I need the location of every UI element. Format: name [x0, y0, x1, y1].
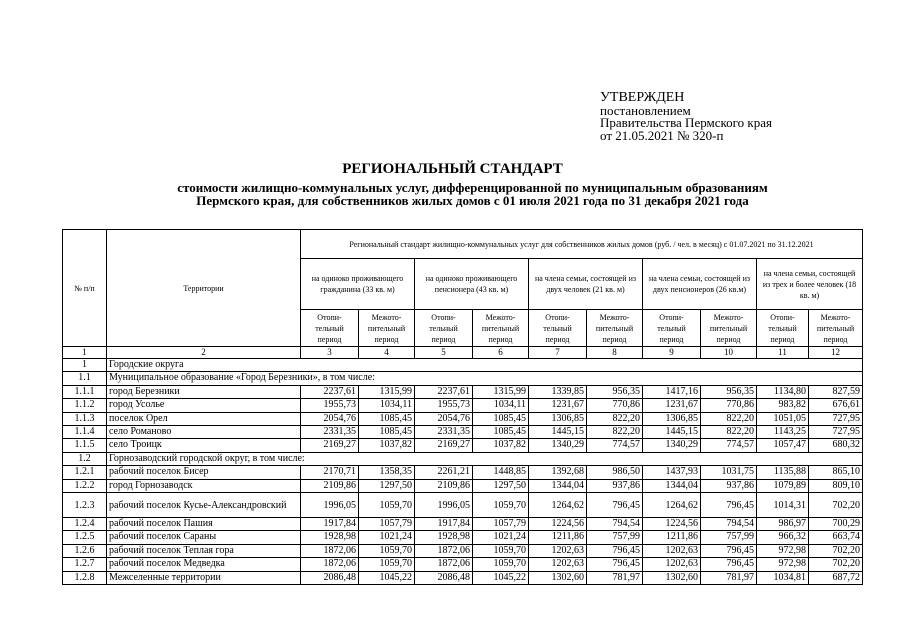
- column-index: 12: [809, 347, 863, 359]
- column-index: 2: [107, 347, 301, 359]
- value-cell: 1996,05: [301, 493, 359, 518]
- row-number: 1.2.7: [63, 558, 107, 571]
- value-cell: 794,54: [587, 518, 643, 531]
- value-cell: 827,59: [809, 385, 863, 398]
- value-cell: 2170,71: [301, 466, 359, 479]
- territory-name: село Троицк: [107, 439, 301, 452]
- value-cell: 1297,50: [473, 479, 529, 492]
- table-row: [63, 466, 863, 479]
- value-cell: 757,99: [587, 531, 643, 544]
- value-cell: 2086,48: [415, 571, 473, 584]
- value-cell: 702,20: [809, 558, 863, 571]
- territory-name: рабочий поселок Бисер: [107, 466, 301, 479]
- value-cell: 1037,82: [359, 439, 415, 452]
- column-index: 7: [529, 347, 587, 359]
- value-cell: 1231,67: [529, 399, 587, 412]
- table-row: [63, 439, 863, 452]
- value-cell: 1045,22: [473, 571, 529, 584]
- value-cell: 757,99: [701, 531, 757, 544]
- table-row: [63, 544, 863, 557]
- value-cell: 1306,85: [529, 412, 587, 425]
- value-cell: 796,45: [587, 493, 643, 518]
- table-row: [63, 385, 863, 398]
- header-nonheating-period: Межото-пительный период: [701, 310, 757, 347]
- row-number: 1.2.3: [63, 493, 107, 518]
- column-index: 8: [587, 347, 643, 359]
- territory-name: рабочий поселок Медведка: [107, 558, 301, 571]
- value-cell: 1051,05: [757, 412, 809, 425]
- value-cell: 822,20: [587, 426, 643, 439]
- value-cell: 1306,85: [643, 412, 701, 425]
- value-cell: 1034,11: [359, 399, 415, 412]
- header-nonheating-period: Межото-пительный период: [587, 310, 643, 347]
- value-cell: 676,61: [809, 399, 863, 412]
- value-cell: 702,20: [809, 493, 863, 518]
- table-header: [63, 230, 863, 359]
- header-nonheating-period: Межото-пительный период: [359, 310, 415, 347]
- value-cell: 1085,45: [359, 426, 415, 439]
- column-index: 5: [415, 347, 473, 359]
- row-number: 1.1.4: [63, 426, 107, 439]
- value-cell: 680,32: [809, 439, 863, 452]
- value-cell: 1339,85: [529, 385, 587, 398]
- value-cell: 822,20: [587, 412, 643, 425]
- header-category: на одиноко проживающего пенсионера (43 кв. м): [415, 259, 529, 310]
- value-cell: 1085,45: [473, 426, 529, 439]
- value-cell: 2054,76: [301, 412, 359, 425]
- value-cell: 2054,76: [415, 412, 473, 425]
- value-cell: 1392,68: [529, 466, 587, 479]
- table-row: [63, 571, 863, 584]
- territory-name: поселок Орел: [107, 412, 301, 425]
- value-cell: 1134,80: [757, 385, 809, 398]
- value-cell: 956,35: [587, 385, 643, 398]
- value-cell: 937,86: [701, 479, 757, 492]
- value-cell: 1417,16: [643, 385, 701, 398]
- value-cell: 1059,70: [359, 544, 415, 557]
- column-index: 4: [359, 347, 415, 359]
- value-cell: 2331,35: [415, 426, 473, 439]
- value-cell: 1917,84: [415, 518, 473, 531]
- table-row: [63, 412, 863, 425]
- territory-name: рабочий поселок Теплая гора: [107, 544, 301, 557]
- section-name: Городские округа: [107, 359, 863, 372]
- value-cell: 1996,05: [415, 493, 473, 518]
- value-cell: 1021,24: [473, 531, 529, 544]
- value-cell: 727,95: [809, 412, 863, 425]
- column-index: 3: [301, 347, 359, 359]
- value-cell: 1955,73: [415, 399, 473, 412]
- table-row: [63, 479, 863, 492]
- value-cell: 1057,79: [473, 518, 529, 531]
- value-cell: 1057,79: [359, 518, 415, 531]
- approval-stamp: [600, 92, 772, 142]
- value-cell: 1872,06: [301, 558, 359, 571]
- value-cell: 1955,73: [301, 399, 359, 412]
- approval-line-1: УТВЕРЖДЕН: [600, 90, 685, 105]
- value-cell: 865,10: [809, 466, 863, 479]
- value-cell: 1872,06: [415, 544, 473, 557]
- subtitle-line-2: Пермского края, для собственников жилых домов с 01 июля 2021 года по 31 декабря 2021 года: [196, 192, 749, 208]
- value-cell: 781,97: [701, 571, 757, 584]
- value-cell: 1340,29: [643, 439, 701, 452]
- value-cell: 1034,11: [473, 399, 529, 412]
- value-cell: 2331,35: [301, 426, 359, 439]
- section-row: [63, 359, 863, 372]
- territory-name: село Романово: [107, 426, 301, 439]
- header-heating-period: Отопи-тельный период: [415, 310, 473, 347]
- value-cell: 1344,04: [529, 479, 587, 492]
- value-cell: 1315,99: [359, 385, 415, 398]
- column-index: 9: [643, 347, 701, 359]
- value-cell: 1021,24: [359, 531, 415, 544]
- row-number: 1.1.2: [63, 399, 107, 412]
- territory-name: Межселенные территории: [107, 571, 301, 584]
- value-cell: 986,97: [757, 518, 809, 531]
- value-cell: 1059,70: [473, 544, 529, 557]
- section-number: 1.2: [63, 452, 107, 465]
- value-cell: 1059,70: [359, 558, 415, 571]
- row-number: 1.2.5: [63, 531, 107, 544]
- value-cell: 774,57: [701, 439, 757, 452]
- value-cell: 1211,86: [643, 531, 701, 544]
- value-cell: 1037,82: [473, 439, 529, 452]
- header-nonheating-period: Межото-пительный период: [809, 310, 863, 347]
- value-cell: 702,20: [809, 544, 863, 557]
- value-cell: 2109,86: [301, 479, 359, 492]
- value-cell: 983,82: [757, 399, 809, 412]
- row-number: 1.2.8: [63, 571, 107, 584]
- subtitle-line-1: стоимости жилищно-коммунальных услуг, дифференцированной по муниципальным образованиям: [177, 180, 768, 195]
- territory-name: рабочий поселок Кусье-Александровский: [107, 493, 301, 518]
- table-row: [63, 493, 863, 518]
- row-number: 1.1.5: [63, 439, 107, 452]
- value-cell: 1045,22: [359, 571, 415, 584]
- value-cell: 727,95: [809, 426, 863, 439]
- value-cell: 1445,15: [529, 426, 587, 439]
- value-cell: 1034,81: [757, 571, 809, 584]
- value-cell: 774,57: [587, 439, 643, 452]
- value-cell: 1224,56: [643, 518, 701, 531]
- value-cell: 1202,63: [529, 558, 587, 571]
- value-cell: 1917,84: [301, 518, 359, 531]
- value-cell: 986,50: [587, 466, 643, 479]
- approval-line-2: постановлением: [600, 102, 691, 118]
- document-title: РЕГИОНАЛЬНЫЙ СТАНДАРТ: [342, 161, 563, 177]
- value-cell: 1211,86: [529, 531, 587, 544]
- value-cell: 1872,06: [301, 544, 359, 557]
- value-cell: 1872,06: [415, 558, 473, 571]
- section-number: 1: [63, 359, 107, 372]
- value-cell: 1928,98: [301, 531, 359, 544]
- value-cell: 687,72: [809, 571, 863, 584]
- value-cell: 2086,48: [301, 571, 359, 584]
- table-row: [63, 518, 863, 531]
- value-cell: 972,98: [757, 558, 809, 571]
- value-cell: 1358,35: [359, 466, 415, 479]
- value-cell: 937,86: [587, 479, 643, 492]
- value-cell: 1085,45: [359, 412, 415, 425]
- value-cell: 796,45: [701, 544, 757, 557]
- value-cell: 1315,99: [473, 385, 529, 398]
- value-cell: 770,86: [587, 399, 643, 412]
- value-cell: 1085,45: [473, 412, 529, 425]
- header-category: на члена семьи, состоящей из двух человек (21 кв. м): [529, 259, 643, 310]
- table-body: [63, 359, 863, 585]
- document-subtitle: [20, 182, 905, 207]
- value-cell: 1437,93: [643, 466, 701, 479]
- table-row: [63, 399, 863, 412]
- value-cell: 1202,63: [643, 544, 701, 557]
- value-cell: 796,45: [701, 493, 757, 518]
- territory-name: город Березники: [107, 385, 301, 398]
- territory-name: город Горнозаводск: [107, 479, 301, 492]
- section-number: 1.1: [63, 372, 107, 385]
- value-cell: 1302,60: [529, 571, 587, 584]
- value-cell: 809,10: [809, 479, 863, 492]
- value-cell: 1344,04: [643, 479, 701, 492]
- value-cell: 796,45: [587, 558, 643, 571]
- value-cell: 1445,15: [643, 426, 701, 439]
- column-index: 6: [473, 347, 529, 359]
- value-cell: 1448,85: [473, 466, 529, 479]
- header-heating-period: Отопи-тельный период: [301, 310, 359, 347]
- value-cell: 972,98: [757, 544, 809, 557]
- value-cell: 1059,70: [473, 493, 529, 518]
- value-cell: 2169,27: [301, 439, 359, 452]
- approval-line-3: Правительства Пермского края: [600, 115, 772, 130]
- row-number: 1.1.1: [63, 385, 107, 398]
- value-cell: 796,45: [701, 558, 757, 571]
- column-index: 11: [757, 347, 809, 359]
- header-heating-period: Отопи-тельный период: [757, 310, 809, 347]
- header-category: на члена семьи, состоящей из трех и более человек (18 кв. м): [757, 259, 863, 310]
- header-nonheating-period: Межото-пительный период: [473, 310, 529, 347]
- territory-name: город Усолье: [107, 399, 301, 412]
- section-row: [63, 452, 863, 465]
- header-territory: Территории: [107, 230, 301, 347]
- value-cell: 1231,67: [643, 399, 701, 412]
- row-number: 1.2.2: [63, 479, 107, 492]
- header-category: на одиноко проживающего гражданина (33 кв. м): [301, 259, 415, 310]
- value-cell: 1264,62: [529, 493, 587, 518]
- value-cell: 794,54: [701, 518, 757, 531]
- value-cell: 2109,86: [415, 479, 473, 492]
- value-cell: 700,29: [809, 518, 863, 531]
- value-cell: 966,32: [757, 531, 809, 544]
- value-cell: 956,35: [701, 385, 757, 398]
- value-cell: 663,74: [809, 531, 863, 544]
- standard-table: [62, 229, 863, 585]
- value-cell: 1202,63: [643, 558, 701, 571]
- value-cell: 1059,70: [359, 493, 415, 518]
- value-cell: 822,20: [701, 412, 757, 425]
- value-cell: 1143,25: [757, 426, 809, 439]
- value-cell: 2261,21: [415, 466, 473, 479]
- row-number: 1.2.4: [63, 518, 107, 531]
- section-name: Горнозаводский городской округ, в том числе:: [107, 452, 863, 465]
- value-cell: 1224,56: [529, 518, 587, 531]
- value-cell: 1031,75: [701, 466, 757, 479]
- value-cell: 822,20: [701, 426, 757, 439]
- header-group: Региональный стандарт жилищно-коммунальных услуг для собственников жилых домов (руб. / чел. в месяц) с 01.07.2021 по 31.12.2021: [301, 230, 863, 259]
- value-cell: 796,45: [587, 544, 643, 557]
- approval-line-4: от 21.05.2021 № 320-п: [600, 127, 724, 143]
- header-heating-period: Отопи-тельный период: [643, 310, 701, 347]
- value-cell: 1264,62: [643, 493, 701, 518]
- value-cell: 1135,88: [757, 466, 809, 479]
- table-row: [63, 426, 863, 439]
- value-cell: 1928,98: [415, 531, 473, 544]
- value-cell: 781,97: [587, 571, 643, 584]
- row-number: 1.2.6: [63, 544, 107, 557]
- value-cell: 2237,61: [301, 385, 359, 398]
- territory-name: рабочий поселок Пашия: [107, 518, 301, 531]
- row-number: 1.1.3: [63, 412, 107, 425]
- value-cell: 2237,61: [415, 385, 473, 398]
- header-no: № п/п: [63, 230, 107, 347]
- header-category: на члена семьи, состоящей из двух пенсионеров (26 кв.м): [643, 259, 757, 310]
- row-number: 1.2.1: [63, 466, 107, 479]
- territory-name: рабочий поселок Сараны: [107, 531, 301, 544]
- value-cell: 1340,29: [529, 439, 587, 452]
- value-cell: 2169,27: [415, 439, 473, 452]
- section-name: Муниципальное образование «Город Березники», в том числе:: [107, 372, 863, 385]
- value-cell: 1059,70: [473, 558, 529, 571]
- header-heating-period: Отопи-тельный период: [529, 310, 587, 347]
- section-row: [63, 372, 863, 385]
- table-row: [63, 558, 863, 571]
- value-cell: 1302,60: [643, 571, 701, 584]
- column-index: 10: [701, 347, 757, 359]
- value-cell: 770,86: [701, 399, 757, 412]
- value-cell: 1014,31: [757, 493, 809, 518]
- value-cell: 1057,47: [757, 439, 809, 452]
- value-cell: 1297,50: [359, 479, 415, 492]
- table-row: [63, 531, 863, 544]
- column-index: 1: [63, 347, 107, 359]
- value-cell: 1079,89: [757, 479, 809, 492]
- value-cell: 1202,63: [529, 544, 587, 557]
